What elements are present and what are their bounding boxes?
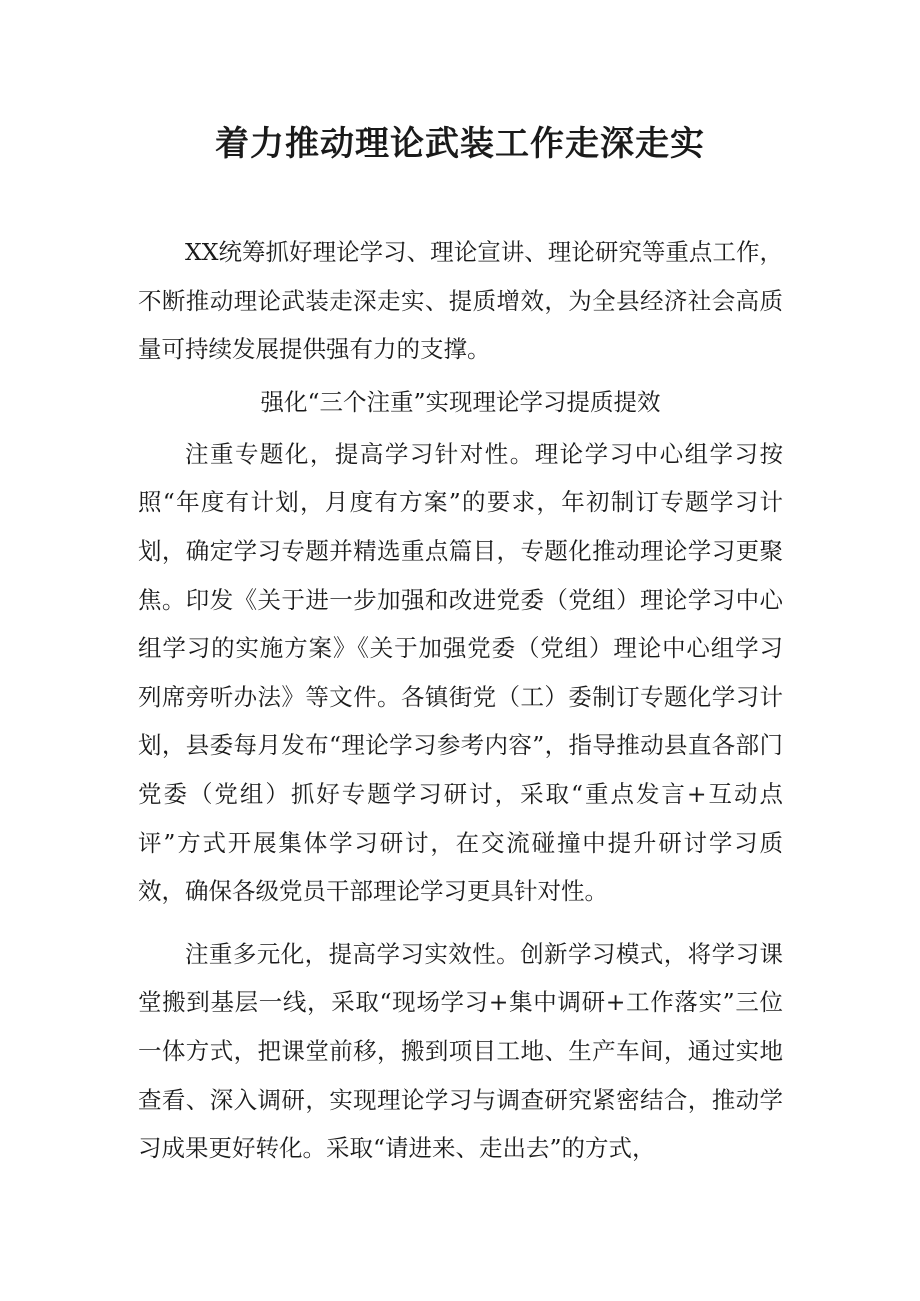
body-paragraph-2: 注重多元化，提高学习实效性。创新学习模式，将学习课堂搬到基层一线，采取“现场学习+集中调研+工作落实”三位一体方式，把课堂前移，搬到项目工地、生产车间，通过实地查看、深入调研，实现理论学习与调查研究紧密结合，推动学习成果更好转化。采取“请进来、走出去”的方式，: [138, 939, 783, 1163]
document-body: [138, 228, 783, 1173]
section-heading: 强化“三个注重”实现理论学习提质提效: [260, 387, 661, 416]
document-title: 着力推动理论武装工作走深走实: [215, 124, 705, 164]
intro-paragraph: XX统筹抓好理论学习、理论宣讲、理论研究等重点工作，不断推动理论武装走深走实、提质增效，为全县经济社会高质量可持续发展提供强有力的支撑。: [138, 238, 783, 364]
body-paragraph-1: 注重专题化，提高学习针对性。理论学习中心组学习按照“年度有计划，月度有方案”的要求，年初制订专题学习计划，确定学习专题并精选重点篇目，专题化推动理论学习更聚焦。印发《关于进一步加强和改进党委（党组）理论学习中心组学习的实施方案》《关于加强党委（党组）理论中心组学习列席旁听办法》等文件。各镇街党（工）委制订专题化学习计划，县委每月发布“理论学习参考内容”，指导推动县直各部门党委（党组）抓好专题学习研讨，采取“重点发言+互动点评”方式开展集体学习研讨，在交流碰撞中提升研讨学习质效，确保各级党员干部理论学习更具针对性。: [138, 439, 783, 906]
